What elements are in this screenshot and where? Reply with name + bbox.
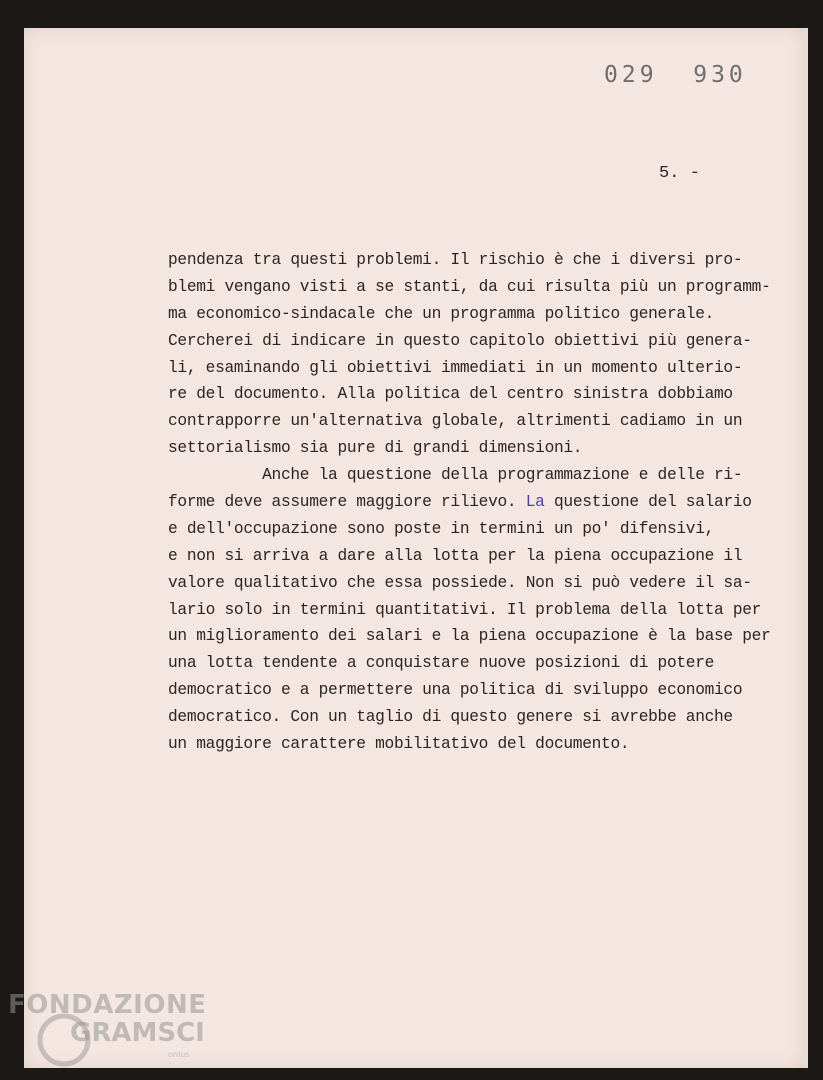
text-line bbox=[168, 516, 808, 543]
text-line bbox=[168, 381, 808, 408]
handwritten-correction: La bbox=[525, 493, 545, 512]
text-line-main: li, esaminando gli obiettivi immediati in un momento ulterio- bbox=[168, 358, 743, 377]
body-text bbox=[168, 247, 808, 758]
text-line-main: blemi vengano visti a se stanti, da cui risulta più un programm- bbox=[168, 277, 771, 296]
text-line-main: e non si arriva a dare alla lotta per la piena occupazione il bbox=[168, 546, 743, 565]
text-line bbox=[168, 462, 808, 489]
text-line-main: Cercherei di indicare in questo capitolo obiettivi più genera- bbox=[168, 331, 752, 350]
text-line bbox=[168, 355, 808, 382]
text-line-main: e dell'occupazione sono poste in termini un po' difensivi, bbox=[168, 519, 715, 538]
text-line-main: valore qualitativo che essa possiede. Non si può vedere il sa- bbox=[168, 573, 752, 592]
text-line bbox=[168, 650, 808, 677]
text-line-main: re del documento. Alla politica del centro sinistra dobbiamo bbox=[168, 385, 733, 404]
text-line bbox=[168, 597, 808, 624]
text-line-main: contrapporre un'alternativa globale, altrimenti cadiamo in un bbox=[168, 412, 743, 431]
text-line bbox=[168, 328, 808, 355]
watermark-line-1: FONDAZIONE bbox=[8, 990, 207, 1020]
text-line bbox=[168, 543, 808, 570]
text-line bbox=[168, 731, 808, 758]
text-line bbox=[168, 489, 808, 516]
text-line-main: democratico. Con un taglio di questo genere si avrebbe anche bbox=[168, 708, 733, 727]
text-line-main: un maggiore carattere mobilitativo del documento. bbox=[168, 735, 630, 754]
text-line bbox=[168, 301, 808, 328]
archive-number: 029 930 bbox=[604, 62, 747, 88]
text-line-continuation: questione del salario bbox=[544, 493, 752, 512]
text-line-main: pendenza tra questi problemi. Il rischio è che i diversi pro- bbox=[168, 251, 743, 269]
text-line-main: Anche la questione della programmazione e delle ri- bbox=[168, 466, 743, 485]
text-line bbox=[168, 274, 808, 301]
watermark-sub: onlus bbox=[168, 1050, 190, 1059]
page-number: 5. - bbox=[659, 164, 700, 183]
text-line-main: settorialismo sia pure di grandi dimensioni. bbox=[168, 439, 583, 458]
text-line bbox=[168, 704, 808, 731]
text-line-main: democratico e a permettere una politica di sviluppo economico bbox=[168, 681, 743, 700]
text-line-main: una lotta tendente a conquistare nuove posizioni di potere bbox=[168, 654, 715, 673]
text-line bbox=[168, 247, 808, 274]
watermark-line-2: GRAMSCI bbox=[70, 1018, 205, 1048]
text-line bbox=[168, 623, 808, 650]
text-line-main: un miglioramento dei salari e la piena occupazione è la base per bbox=[168, 627, 771, 646]
text-line bbox=[168, 435, 808, 462]
text-line bbox=[168, 408, 808, 435]
text-line bbox=[168, 677, 808, 704]
text-line-main: ma economico-sindacale che un programma politico generale. bbox=[168, 304, 715, 323]
text-line-main: forme deve assumere maggiore rilievo. bbox=[168, 493, 526, 512]
text-line-main: lario solo in termini quantitativi. Il problema della lotta per bbox=[168, 600, 762, 619]
text-line bbox=[168, 570, 808, 597]
fondazione-gramsci-watermark bbox=[8, 990, 208, 1070]
